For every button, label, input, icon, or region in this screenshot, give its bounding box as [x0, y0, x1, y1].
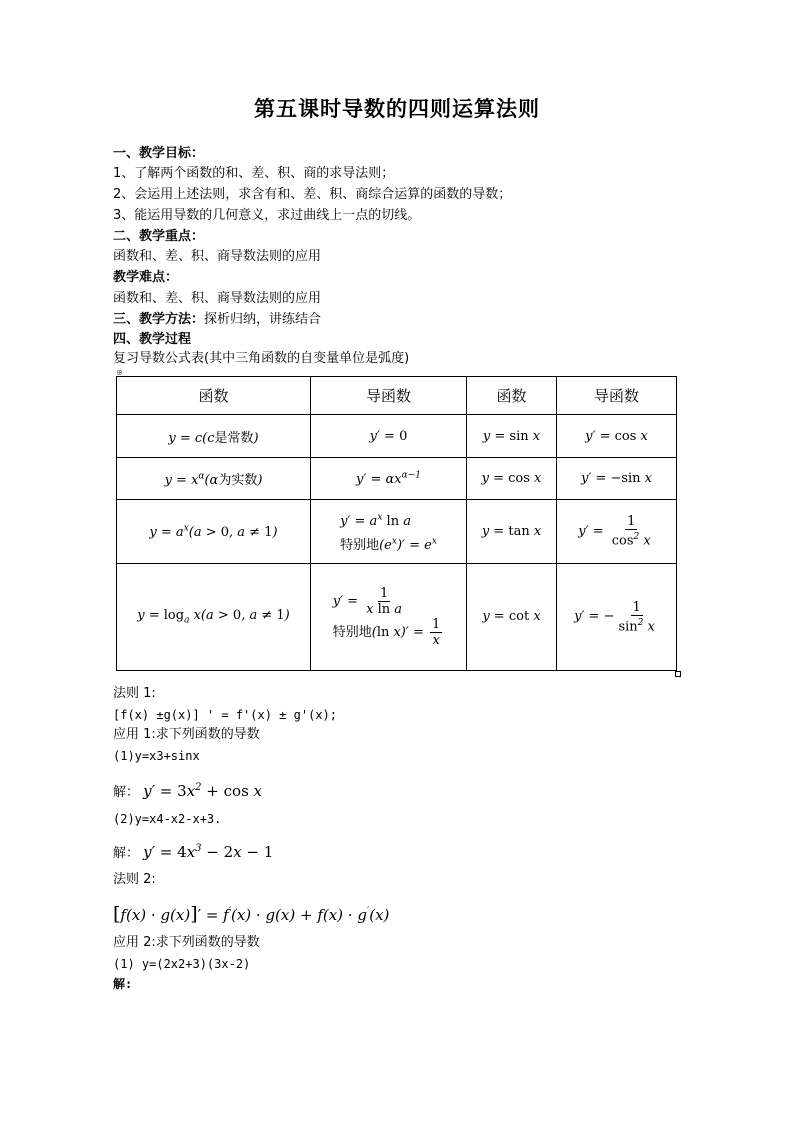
- cell-sin-function: y = sin x: [467, 415, 557, 457]
- cell-log-function: $y = \log_a x(a > 0$, a ≠ 1): [117, 563, 311, 670]
- table-row: [117, 500, 677, 564]
- table-header-row: [117, 377, 677, 415]
- cell-cot-derivative: y′ = − $\frac{1}{\sin^2 x}$: [557, 563, 677, 670]
- app1-solution-2: 解： $y' = 4x^3 - 2x - 1$: [113, 843, 274, 861]
- review-text: 复习导数公式表(其中三角函数的自变量单位是弧度): [113, 351, 410, 366]
- special-label-ln: 特别地: [332, 624, 372, 640]
- goal-3: 3、能运用导数的几何意义，求过曲线上一点的切线。: [113, 208, 421, 223]
- special-label-exp: 特别地: [340, 537, 380, 553]
- app2-solve-label: 解:: [113, 977, 133, 991]
- rule2-formula: [f(x) · g(x)]′ = f′(x) · g(x) + f(x) · g′(x): [113, 903, 390, 925]
- key-text: 函数和、差、积、商导数法则的应用: [113, 249, 322, 264]
- table-row: [117, 457, 677, 499]
- header-derivative-2: 导函数: [557, 377, 677, 415]
- cell-constant-derivative: y′ = 0: [311, 415, 467, 457]
- table-resize-handle: [675, 671, 681, 677]
- goal-1: 1、了解两个函数的和、差、积、商的求导法则；: [113, 166, 395, 181]
- method-line: [113, 311, 321, 329]
- cell-tan-derivative: y′ = $\frac{1}{\cos^2 x}$: [557, 500, 677, 564]
- constant-label: 是常数: [214, 430, 254, 446]
- cell-power-derivative: $y' = \alpha x^{\alpha-1}$: [311, 457, 467, 499]
- cell-sin-derivative: y′ = cos x: [557, 415, 677, 457]
- table-anchor-mark: ⊕: [116, 368, 123, 377]
- difficulty-heading: 教学难点：: [113, 270, 179, 285]
- cell-constant-function: y = c(c是常数): [117, 415, 311, 457]
- key-heading: 二、教学重点：: [113, 229, 205, 244]
- app1-solution-1: 解： $y' = 3x^2 + \cos x$: [113, 782, 263, 800]
- method-text: 探析归纳，讲练结合: [204, 312, 322, 327]
- cell-tan-function: y = tan x: [467, 500, 557, 564]
- cell-cos-function: y = cos x: [467, 457, 557, 499]
- derivative-formula-table: [116, 376, 677, 671]
- solve-label-1: 解：: [113, 785, 140, 800]
- header-function-2: 函数: [467, 377, 557, 415]
- cell-cos-derivative: y′ = −sin x: [557, 457, 677, 499]
- solve-label-2: 解：: [113, 846, 140, 861]
- cell-exponential-derivative: $y' = a^x$ ln a 特别地$(e^x)' = e^x$: [311, 500, 467, 564]
- cell-exponential-function: $y = a^x(a > 0$, a ≠ 1): [117, 500, 311, 564]
- rule1-formula: [f(x) ±g(x)] ' = f'(x) ± g'(x);: [113, 708, 337, 722]
- cell-log-derivative: y′ = $\frac{1}{\text{x ln a}}$ 特别地(ln x)′ = $\frac{1}{x}$: [311, 563, 467, 670]
- rule2-title: 法则 2:: [113, 872, 156, 887]
- cell-power-function: $y = x^\alpha(\alpha$为实数): [117, 457, 311, 499]
- rule1-title: 法则 1:: [113, 686, 156, 701]
- difficulty-text: 函数和、差、积、商导数法则的应用: [113, 291, 322, 306]
- app1-q2: (2)y=x4-x2-x+3.: [113, 812, 222, 826]
- process-heading: 四、教学过程: [113, 332, 192, 347]
- page-title: 第五课时导数的四则运算法则: [254, 96, 540, 121]
- method-heading: 三、教学方法：: [113, 312, 205, 327]
- cell-cot-function: y = cot x: [467, 563, 557, 670]
- table-row: [117, 415, 677, 457]
- header-derivative-1: 导函数: [311, 377, 467, 415]
- goal-2: 2、会运用上述法则，求含有和、差、积、商综合运算的函数的导数；: [113, 187, 512, 202]
- table-row: [117, 563, 677, 670]
- app2-title: 应用 2:求下列函数的导数: [113, 935, 260, 950]
- goal-heading: 一、教学目标：: [113, 146, 205, 161]
- real-label: 为实数: [218, 473, 258, 489]
- app1-title: 应用 1:求下列函数的导数: [113, 727, 260, 742]
- header-function-1: 函数: [117, 377, 311, 415]
- app2-q1: (1) y=(2x2+3)(3x-2): [113, 957, 251, 971]
- app1-q1: (1)y=x3+sinx: [113, 749, 200, 763]
